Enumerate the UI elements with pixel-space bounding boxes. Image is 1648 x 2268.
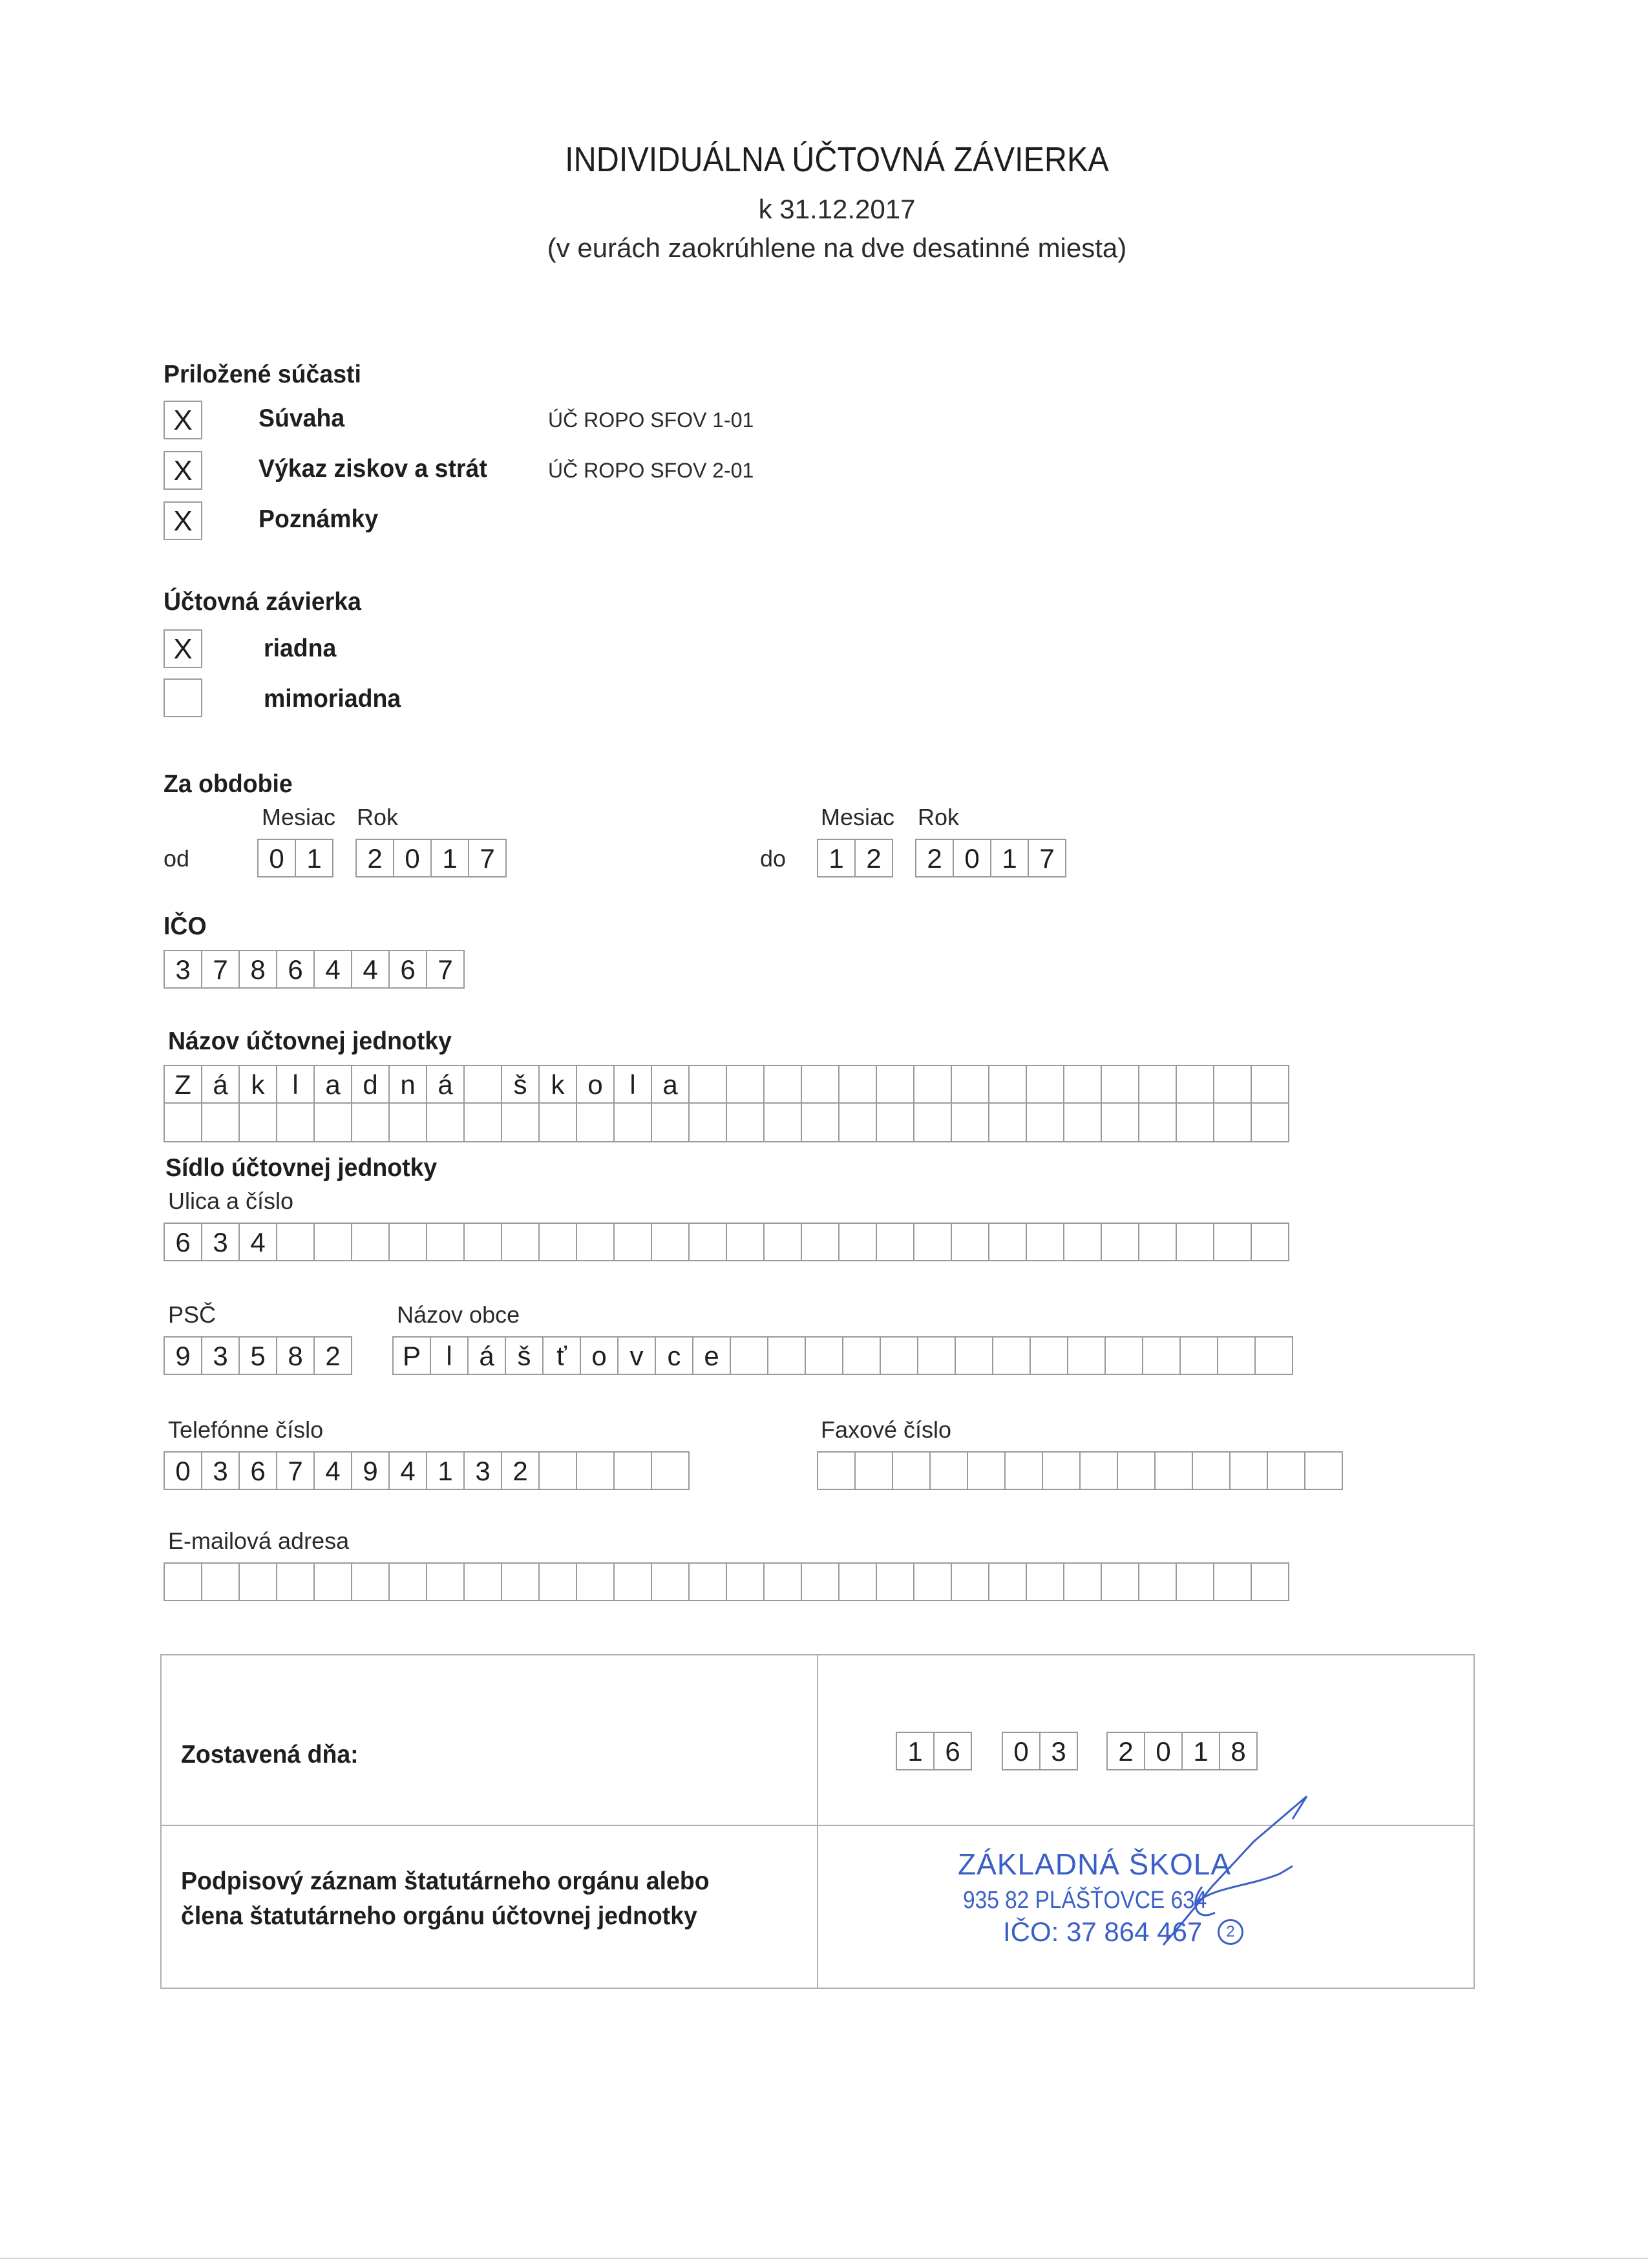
char-cell: a (313, 1065, 352, 1104)
char-cell (538, 1562, 577, 1601)
char-cell (1304, 1451, 1343, 1490)
char-cell (501, 1104, 540, 1142)
char-cell (838, 1104, 877, 1142)
phone-field[interactable] (164, 1451, 690, 1490)
char-cell (913, 1065, 952, 1104)
char-cell (913, 1223, 952, 1261)
char-cell (1213, 1065, 1252, 1104)
char-cell (1101, 1104, 1139, 1142)
entity-name-field-row1[interactable] (164, 1065, 1289, 1104)
digit-cell: 7 (201, 950, 240, 989)
char-cell: ť (542, 1336, 581, 1375)
char-cell (688, 1065, 727, 1104)
digit-cell: 0 (953, 839, 991, 877)
char-cell: o (580, 1336, 618, 1375)
char-cell (1176, 1104, 1214, 1142)
digit-cell: 2 (915, 839, 954, 877)
handwritten-signature-icon (1099, 1790, 1318, 1958)
to-label: do (760, 845, 787, 872)
stamp-line3: IČO: 37 864 467 (1003, 1916, 1203, 1947)
char-cell (538, 1104, 577, 1142)
char-cell (501, 1223, 540, 1261)
char-cell (1154, 1451, 1193, 1490)
char-cell: 3 (201, 1223, 240, 1261)
compiled-month-field[interactable] (1002, 1732, 1078, 1770)
char-cell (388, 1223, 427, 1261)
char-cell (1213, 1104, 1252, 1142)
char-cell (1251, 1223, 1289, 1261)
ico-field[interactable] (164, 950, 465, 989)
label-riadna: riadna (264, 635, 337, 662)
char-cell (501, 1562, 540, 1601)
char-cell (1067, 1336, 1106, 1375)
char-cell (1042, 1451, 1081, 1490)
char-cell (463, 1562, 502, 1601)
stamp-line2: 935 82 PLÁŠŤOVCE 634 (963, 1887, 1207, 1914)
char-cell (951, 1104, 989, 1142)
char-cell (726, 1104, 765, 1142)
char-cell: 4 (313, 1451, 352, 1490)
char-cell: l (276, 1065, 315, 1104)
psc-field[interactable] (164, 1336, 352, 1375)
char-cell: 4 (388, 1451, 427, 1490)
char-cell: d (351, 1065, 390, 1104)
char-cell (988, 1104, 1027, 1142)
char-cell: l (613, 1065, 652, 1104)
digit-cell: 2 (355, 839, 394, 877)
char-cell: Z (164, 1065, 202, 1104)
char-cell (1004, 1451, 1043, 1490)
char-cell (388, 1104, 427, 1142)
to-month-label: Mesiac (821, 804, 895, 830)
document-title: INDIVIDUÁLNA ÚČTOVNÁ ZÁVIERKA (565, 140, 1109, 179)
char-cell (967, 1451, 1006, 1490)
signature-label-line2: člena štatutárneho orgánu účtovnej jednotky (181, 1902, 697, 1930)
digit-cell: 1 (990, 839, 1029, 877)
char-cell (426, 1562, 465, 1601)
email-field[interactable] (164, 1562, 1289, 1601)
label-poznamky: Poznámky (259, 505, 379, 533)
char-cell: á (201, 1065, 240, 1104)
document-date: k 31.12.2017 (758, 194, 916, 224)
char-cell (1213, 1223, 1252, 1261)
char-cell (951, 1065, 989, 1104)
address-heading: Sídlo účtovnej jednotky (165, 1154, 438, 1182)
phone-label: Telefónne číslo (168, 1416, 324, 1443)
char-cell (164, 1562, 202, 1601)
char-cell (313, 1104, 352, 1142)
char-cell (576, 1223, 615, 1261)
char-cell (880, 1336, 918, 1375)
char-cell (892, 1451, 931, 1490)
char-cell (1063, 1562, 1102, 1601)
city-field[interactable] (392, 1336, 1293, 1375)
digit-cell: 6 (276, 950, 315, 989)
char-cell (1026, 1104, 1064, 1142)
entity-name-label: Názov účtovnej jednotky (168, 1027, 452, 1055)
char-cell (164, 1104, 202, 1142)
char-cell (201, 1562, 240, 1601)
char-cell: 0 (164, 1451, 202, 1490)
char-cell (276, 1104, 315, 1142)
from-month-field[interactable] (257, 839, 333, 877)
char-cell: a (651, 1065, 690, 1104)
char-cell: c (655, 1336, 693, 1375)
char-cell (801, 1104, 840, 1142)
digit-cell: 7 (468, 839, 507, 877)
city-label: Názov obce (397, 1301, 520, 1328)
char-cell (801, 1562, 840, 1601)
char-cell (1026, 1223, 1064, 1261)
char-cell (1063, 1104, 1102, 1142)
char-cell: 6 (238, 1451, 277, 1490)
char-cell (838, 1562, 877, 1601)
char-cell: v (617, 1336, 656, 1375)
char-cell (1192, 1451, 1231, 1490)
digit-cell: 2 (854, 839, 893, 877)
char-cell: 2 (501, 1451, 540, 1490)
from-year-label: Rok (357, 804, 399, 830)
stamp-number-text: 2 (1226, 1923, 1235, 1940)
digit-cell: 3 (164, 950, 202, 989)
char-cell (1101, 1562, 1139, 1601)
char-cell (426, 1223, 465, 1261)
char-cell (1229, 1451, 1268, 1490)
digit-cell: 0 (1144, 1732, 1183, 1770)
digit-cell: 3 (1039, 1732, 1078, 1770)
checkbox-poznamky[interactable]: X (164, 501, 202, 540)
psc-label: PSČ (168, 1301, 217, 1328)
char-cell (463, 1065, 502, 1104)
char-cell (576, 1451, 615, 1490)
char-cell (1267, 1451, 1305, 1490)
digit-cell: 8 (276, 1336, 315, 1375)
to-year-label: Rok (918, 804, 960, 830)
char-cell (917, 1336, 956, 1375)
char-cell (726, 1223, 765, 1261)
char-cell (838, 1223, 877, 1261)
char-cell (688, 1223, 727, 1261)
digit-cell: 7 (426, 950, 465, 989)
fax-field[interactable] (817, 1451, 1343, 1490)
char-cell (854, 1451, 893, 1490)
char-cell (1213, 1562, 1252, 1601)
label-vykaz: Výkaz ziskov a strát (259, 455, 487, 483)
char-cell (613, 1451, 652, 1490)
char-cell: 1 (426, 1451, 465, 1490)
char-cell (388, 1562, 427, 1601)
char-cell (463, 1223, 502, 1261)
char-cell (955, 1336, 993, 1375)
char-cell (876, 1104, 914, 1142)
char-cell: e (692, 1336, 731, 1375)
currency-note: (v eurách zaokrúhlene na dve desatinné miesta) (547, 233, 1127, 263)
char-cell (992, 1336, 1031, 1375)
char-cell (313, 1562, 352, 1601)
statement-type-heading: Účtovná závierka (164, 588, 361, 616)
compiled-day-field[interactable] (896, 1732, 972, 1770)
char-cell (767, 1336, 806, 1375)
char-cell (238, 1104, 277, 1142)
checkbox-mimoriadna[interactable] (164, 678, 202, 717)
char-cell (1101, 1065, 1139, 1104)
period-heading: Za obdobie (164, 770, 293, 798)
digit-cell: 9 (164, 1336, 202, 1375)
digit-cell: 4 (313, 950, 352, 989)
char-cell (1063, 1065, 1102, 1104)
char-cell (688, 1562, 727, 1601)
char-cell (651, 1104, 690, 1142)
char-cell (913, 1104, 952, 1142)
char-cell (1104, 1336, 1143, 1375)
char-cell (1142, 1336, 1181, 1375)
char-cell (1063, 1223, 1102, 1261)
char-cell: P (392, 1336, 431, 1375)
char-cell (1179, 1336, 1218, 1375)
code-vykaz: ÚČ ROPO SFOV 2-01 (548, 459, 754, 482)
char-cell (1138, 1104, 1177, 1142)
street-label: Ulica a číslo (168, 1188, 294, 1214)
char-cell (313, 1223, 352, 1261)
char-cell (763, 1104, 802, 1142)
compiled-year-field[interactable] (1106, 1732, 1258, 1770)
digit-cell: 2 (1106, 1732, 1145, 1770)
char-cell (842, 1336, 881, 1375)
digit-cell: 8 (238, 950, 277, 989)
compiled-label: Zostavená dňa: (181, 1741, 359, 1769)
char-cell: š (501, 1065, 540, 1104)
char-cell (876, 1223, 914, 1261)
from-month-label: Mesiac (262, 804, 336, 830)
char-cell (817, 1451, 856, 1490)
char-cell (538, 1223, 577, 1261)
label-mimoriadna: mimoriadna (264, 685, 401, 713)
char-cell (201, 1104, 240, 1142)
stamp-line1: ZÁKLADNÁ ŠKOLA (958, 1847, 1232, 1881)
char-cell (838, 1065, 877, 1104)
char-cell (1026, 1562, 1064, 1601)
char-cell: n (388, 1065, 427, 1104)
char-cell (1138, 1223, 1177, 1261)
char-cell: á (426, 1065, 465, 1104)
char-cell (1138, 1562, 1177, 1601)
char-cell (1176, 1065, 1214, 1104)
char-cell: k (238, 1065, 277, 1104)
digit-cell: 1 (817, 839, 856, 877)
attachments-heading: Priložené súčasti (164, 361, 361, 388)
char-cell (1079, 1451, 1118, 1490)
digit-cell: 4 (351, 950, 390, 989)
char-cell (801, 1223, 840, 1261)
ico-label: IČO (164, 912, 207, 940)
char-cell (538, 1451, 577, 1490)
digit-cell: 8 (1219, 1732, 1258, 1770)
street-field[interactable] (164, 1223, 1289, 1261)
char-cell (576, 1562, 615, 1601)
char-cell (613, 1104, 652, 1142)
char-cell: k (538, 1065, 577, 1104)
char-cell (876, 1562, 914, 1601)
char-cell (801, 1065, 840, 1104)
char-cell (726, 1562, 765, 1601)
char-cell (1101, 1223, 1139, 1261)
char-cell (1217, 1336, 1256, 1375)
entity-name-field-row2[interactable] (164, 1104, 1289, 1142)
char-cell (576, 1104, 615, 1142)
digit-cell: 0 (1002, 1732, 1041, 1770)
code-suvaha: ÚČ ROPO SFOV 1-01 (548, 408, 754, 432)
char-cell (1251, 1562, 1289, 1601)
digit-cell: 6 (388, 950, 427, 989)
digit-cell: 1 (1181, 1732, 1220, 1770)
digit-cell: 7 (1028, 839, 1066, 877)
digit-cell: 0 (257, 839, 296, 877)
char-cell (463, 1104, 502, 1142)
char-cell (988, 1065, 1027, 1104)
char-cell (351, 1562, 390, 1601)
char-cell (988, 1562, 1027, 1601)
to-year-field[interactable] (915, 839, 1066, 877)
char-cell (426, 1104, 465, 1142)
char-cell (651, 1223, 690, 1261)
char-cell: o (576, 1065, 615, 1104)
char-cell (730, 1336, 768, 1375)
from-year-field[interactable] (355, 839, 507, 877)
digit-cell: 3 (201, 1336, 240, 1375)
char-cell: l (430, 1336, 469, 1375)
digit-cell: 1 (430, 839, 469, 877)
char-cell (1117, 1451, 1156, 1490)
char-cell (726, 1065, 765, 1104)
char-cell (651, 1451, 690, 1490)
char-cell (1176, 1223, 1214, 1261)
char-cell (1030, 1336, 1068, 1375)
char-cell (763, 1223, 802, 1261)
char-cell (988, 1223, 1027, 1261)
checkbox-vykaz[interactable]: X (164, 451, 202, 490)
char-cell (276, 1562, 315, 1601)
char-cell (951, 1223, 989, 1261)
digit-cell: 2 (313, 1336, 352, 1375)
char-cell (763, 1562, 802, 1601)
char-cell: 3 (201, 1451, 240, 1490)
char-cell (1138, 1065, 1177, 1104)
signature-label-line1: Podpisový záznam štatutárneho orgánu alebo (181, 1867, 710, 1895)
char-cell (1254, 1336, 1293, 1375)
digit-cell: 1 (896, 1732, 935, 1770)
char-cell (951, 1562, 989, 1601)
char-cell (1251, 1065, 1289, 1104)
scan-bottom-rule (0, 2258, 1648, 2259)
digit-cell: 1 (295, 839, 333, 877)
char-cell (805, 1336, 843, 1375)
char-cell: 3 (463, 1451, 502, 1490)
fax-label: Faxové číslo (821, 1416, 952, 1443)
char-cell: 6 (164, 1223, 202, 1261)
char-cell: 4 (238, 1223, 277, 1261)
checkbox-riadna[interactable]: X (164, 629, 202, 668)
char-cell (613, 1562, 652, 1601)
table-divider-vertical (817, 1655, 818, 1988)
digit-cell: 0 (393, 839, 432, 877)
label-suvaha: Súvaha (259, 404, 345, 432)
char-cell: š (505, 1336, 544, 1375)
from-label: od (164, 845, 190, 872)
char-cell (1026, 1065, 1064, 1104)
char-cell (688, 1104, 727, 1142)
char-cell (1251, 1104, 1289, 1142)
char-cell (351, 1223, 390, 1261)
char-cell (651, 1562, 690, 1601)
char-cell (238, 1562, 277, 1601)
char-cell (929, 1451, 968, 1490)
char-cell (763, 1065, 802, 1104)
char-cell (613, 1223, 652, 1261)
char-cell (276, 1223, 315, 1261)
digit-cell: 6 (933, 1732, 972, 1770)
char-cell: á (467, 1336, 506, 1375)
char-cell (913, 1562, 952, 1601)
char-cell: 7 (276, 1451, 315, 1490)
checkbox-suvaha[interactable]: X (164, 401, 202, 439)
char-cell (351, 1104, 390, 1142)
digit-cell: 5 (238, 1336, 277, 1375)
to-month-field[interactable] (817, 839, 893, 877)
char-cell (876, 1065, 914, 1104)
char-cell: 9 (351, 1451, 390, 1490)
char-cell (1176, 1562, 1214, 1601)
email-label: E-mailová adresa (168, 1528, 350, 1554)
